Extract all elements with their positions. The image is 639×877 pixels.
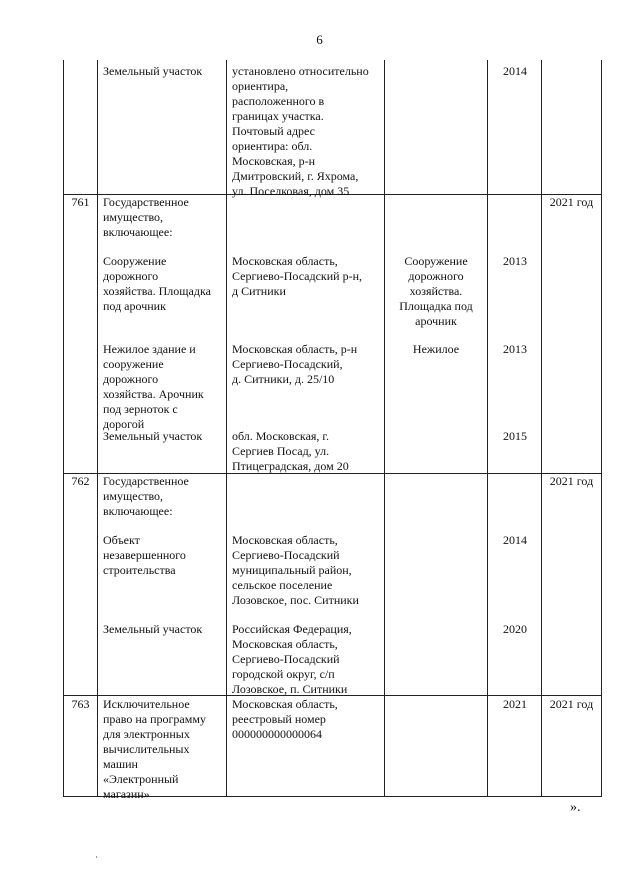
closing-quote-mark: ». [570,800,581,815]
column-divider [226,60,227,796]
year-cell: 2014 [503,533,527,547]
object-name-cell: Нежилое здание и сооружение дорожного хозяйства. Арочник под зерноток с дорогой [103,342,204,431]
row-number-cell: 762 [71,474,90,488]
column-divider [97,60,98,796]
table-border-left [63,60,64,796]
address-cell: Московская область, Сергиево-Посадский муниципальный район, сельское поселение Лозовское, пос. Ситники [232,533,359,607]
year-cell: 2014 [503,64,527,78]
purpose-cell: Нежилое [412,342,460,356]
deadline-cell: 2021 год [549,697,594,711]
object-name-cell: Государственное имущество, включающее: [103,474,189,518]
table-border-right [601,60,602,796]
deadline-cell: 2021 год [549,195,594,209]
column-divider [487,60,488,796]
object-name-cell: Земельный участок [103,622,203,636]
address-cell: Московская область, Сергиево-Посадский р-н, д Ситники [232,254,363,298]
column-divider [541,60,542,796]
object-name-cell: Государственное имущество, включающее: [103,195,189,239]
address-cell: Московская область, р-н Сергиево-Посадский, д. Ситники, д. 25/10 [232,342,358,386]
object-name-cell: Исключительное право на программу для электронных вычислительных машин «Электронный магазин» [103,697,206,801]
year-cell: 2021 [503,697,527,711]
scan-speck [96,856,97,858]
address-cell: Московская область, реестровый номер 000000000000064 [232,697,338,741]
address-cell: установлено относительно ориентира, расположенного в границах участка. Почтовый адрес ориентира: обл. Московская, р-н Дмитровский, г. Яхрома, ул. Поселковая, дом 35 [232,64,369,198]
page-number: 6 [316,32,323,47]
year-cell: 2013 [503,254,527,268]
deadline-cell: 2021 год [549,474,594,488]
address-cell: обл. Московская, г. Сергиев Посад, ул. Птицеградская, дом 20 [232,429,349,473]
object-name-cell: Сооружение дорожного хозяйства. Площадка под арочник [103,254,211,313]
year-cell: 2020 [503,622,527,636]
column-divider [384,60,385,796]
object-name-cell: Объект незавершенного строительства [103,533,186,577]
object-name-cell: Земельный участок [103,64,203,78]
purpose-cell: Сооружение дорожного хозяйства. Площадка под арочник [399,254,473,328]
row-number-cell: 763 [71,697,90,711]
object-name-cell: Земельный участок [103,429,203,443]
address-cell: Российская Федерация, Московская область, Сергиево-Посадский городской округ, с/п Лозовское, п. Ситники [232,622,352,696]
year-cell: 2013 [503,342,527,356]
row-number-cell: 761 [71,195,90,209]
year-cell: 2015 [503,429,527,443]
